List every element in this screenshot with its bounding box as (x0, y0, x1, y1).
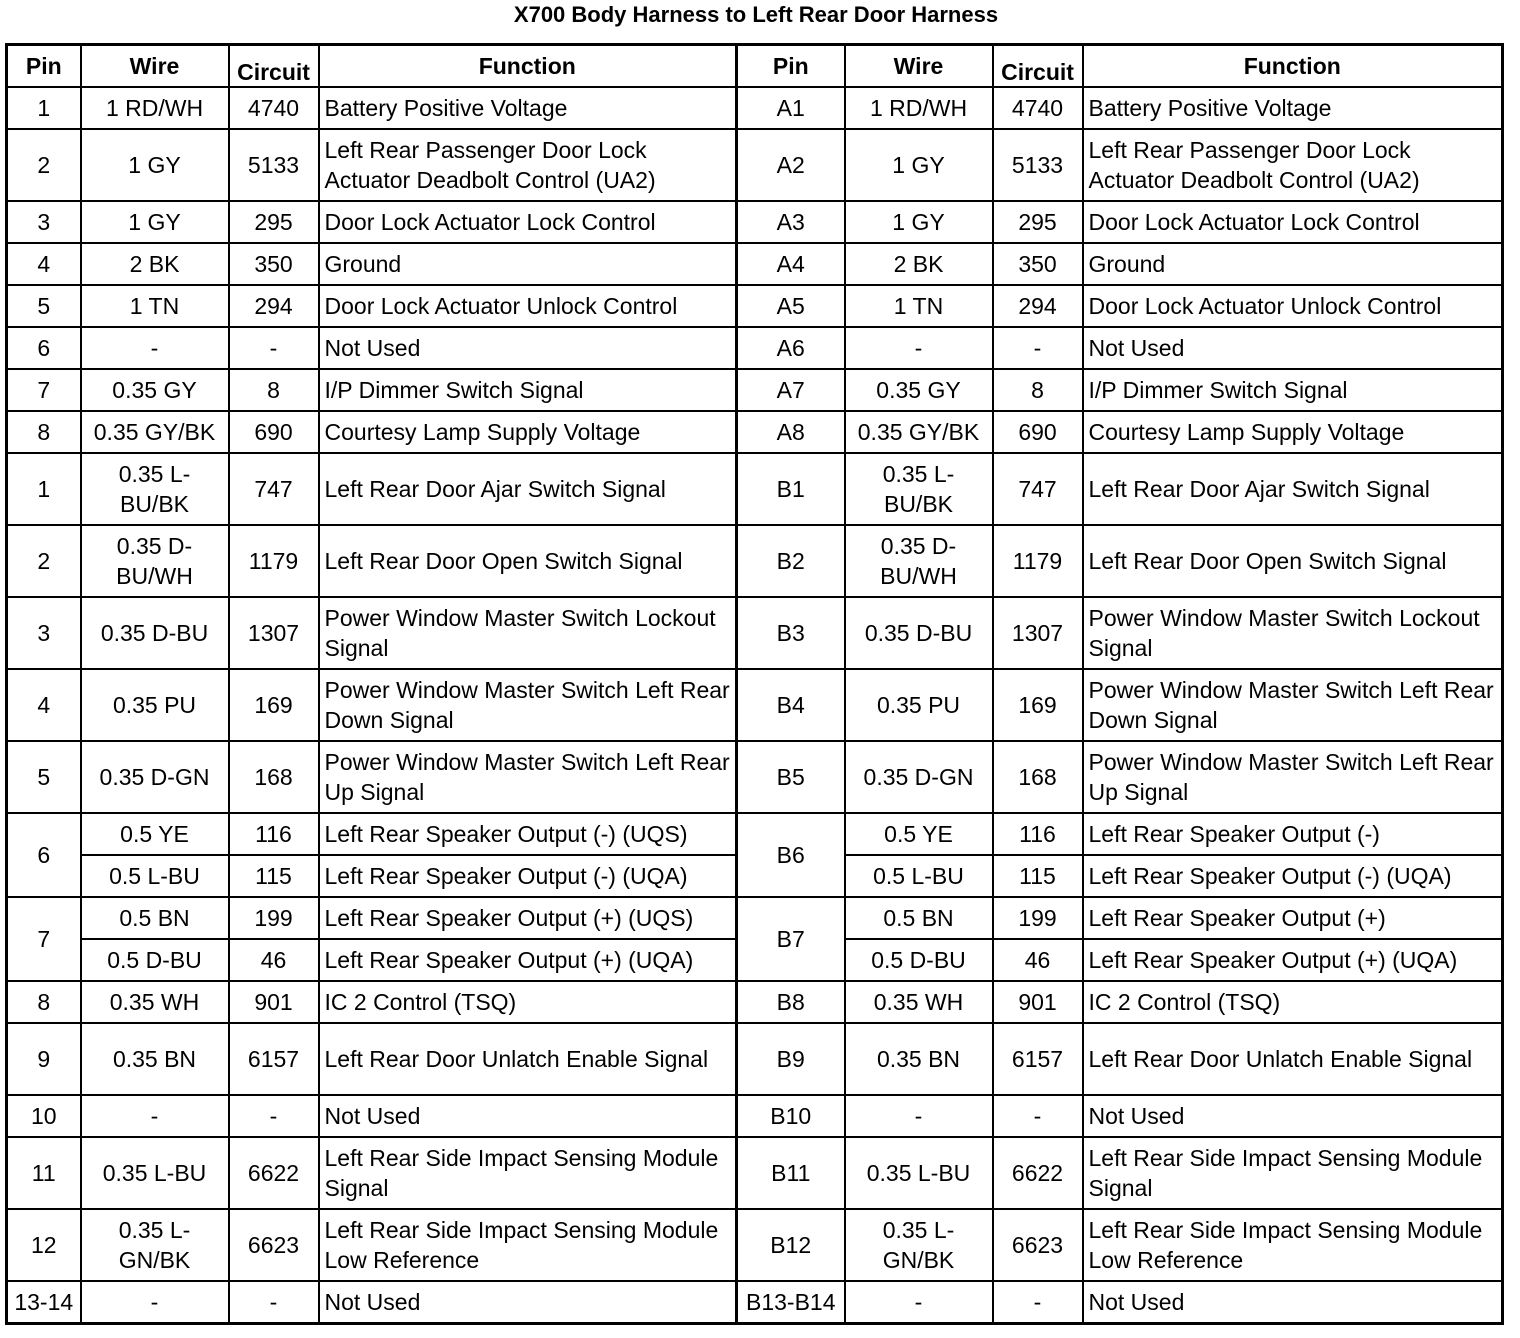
pin-cell: B3 (737, 597, 845, 669)
header-wire: Wire (81, 45, 229, 88)
function-cell: Left Rear Passenger Door Lock Actuator Deadbolt Control (UA2) (319, 129, 737, 201)
function-cell: Left Rear Door Ajar Switch Signal (1083, 453, 1503, 525)
circuit-cell: 901 (993, 981, 1083, 1023)
pin-cell: 3 (7, 597, 81, 669)
wire-cell: 1 GY (845, 201, 993, 243)
pin-cell: 2 (7, 525, 81, 597)
wire-cell: 0.35 D-BU (81, 597, 229, 669)
pin-cell: B8 (737, 981, 845, 1023)
pin-cell: 9 (7, 1023, 81, 1095)
function-cell: Not Used (319, 1095, 737, 1137)
circuit-cell: 168 (993, 741, 1083, 813)
function-cell: Not Used (319, 1281, 737, 1324)
function-cell: Left Rear Side Impact Sensing Module Low Reference (1083, 1209, 1503, 1281)
function-cell: IC 2 Control (TSQ) (319, 981, 737, 1023)
pin-cell: 13-14 (7, 1281, 81, 1324)
wire-cell: 0.35 D-GN (845, 741, 993, 813)
function-cell: Power Window Master Switch Left Rear Up Signal (319, 741, 737, 813)
function-cell: Ground (319, 243, 737, 285)
circuit-cell: 5133 (993, 129, 1083, 201)
circuit-cell: 690 (229, 411, 319, 453)
circuit-cell: 5133 (229, 129, 319, 201)
wire-cell: 0.35 WH (845, 981, 993, 1023)
function-cell: Left Rear Door Unlatch Enable Signal (319, 1023, 737, 1095)
header-pin: Pin (7, 45, 81, 88)
circuit-cell: 690 (993, 411, 1083, 453)
pin-cell: 1 (7, 87, 81, 129)
pin-cell: B13-B14 (737, 1281, 845, 1324)
function-cell: Door Lock Actuator Lock Control (319, 201, 737, 243)
function-cell: Power Window Master Switch Lockout Signal (319, 597, 737, 669)
function-cell: Power Window Master Switch Left Rear Up Signal (1083, 741, 1503, 813)
circuit-cell: 4740 (993, 87, 1083, 129)
circuit-cell: 1179 (229, 525, 319, 597)
circuit-cell: 169 (993, 669, 1083, 741)
circuit-cell: 46 (993, 939, 1083, 981)
wire-cell: 0.5 YE (81, 813, 229, 855)
table-row (7, 597, 1503, 669)
wire-cell: 0.35 L-BU (81, 1137, 229, 1209)
wire-cell: 0.35 GY (845, 369, 993, 411)
pin-cell: 7 (7, 897, 81, 981)
circuit-cell: 350 (993, 243, 1083, 285)
wire-cell: 1 GY (81, 129, 229, 201)
function-cell: Battery Positive Voltage (319, 87, 737, 129)
function-cell: Not Used (1083, 327, 1503, 369)
table-row (7, 1137, 1503, 1209)
pin-cell: 11 (7, 1137, 81, 1209)
circuit-cell: 169 (229, 669, 319, 741)
circuit-cell: 6157 (229, 1023, 319, 1095)
pin-cell: 8 (7, 981, 81, 1023)
table-row (7, 525, 1503, 597)
circuit-cell: 350 (229, 243, 319, 285)
table-row (7, 369, 1503, 411)
function-cell: Battery Positive Voltage (1083, 87, 1503, 129)
wire-cell: 0.5 L-BU (81, 855, 229, 897)
function-cell: Left Rear Speaker Output (+) (UQA) (1083, 939, 1503, 981)
table-row (7, 813, 1503, 855)
pin-cell: 12 (7, 1209, 81, 1281)
table-row (7, 327, 1503, 369)
function-cell: Ground (1083, 243, 1503, 285)
pin-cell: B6 (737, 813, 845, 897)
pin-cell: 6 (7, 813, 81, 897)
wire-cell: - (845, 1281, 993, 1324)
wire-cell: 0.5 BN (845, 897, 993, 939)
function-cell: Left Rear Door Ajar Switch Signal (319, 453, 737, 525)
pin-cell: B5 (737, 741, 845, 813)
function-cell: Left Rear Side Impact Sensing Module Signal (319, 1137, 737, 1209)
pin-cell: A2 (737, 129, 845, 201)
function-cell: Left Rear Speaker Output (+) (1083, 897, 1503, 939)
table-row (7, 201, 1503, 243)
circuit-cell: 6623 (993, 1209, 1083, 1281)
circuit-cell: - (993, 1095, 1083, 1137)
function-cell: Left Rear Passenger Door Lock Actuator Deadbolt Control (UA2) (1083, 129, 1503, 201)
circuit-cell: - (229, 1095, 319, 1137)
table-row (7, 453, 1503, 525)
pin-cell: 3 (7, 201, 81, 243)
circuit-cell: 115 (229, 855, 319, 897)
function-cell: Door Lock Actuator Unlock Control (319, 285, 737, 327)
circuit-cell: 8 (229, 369, 319, 411)
function-cell: Door Lock Actuator Lock Control (1083, 201, 1503, 243)
pin-cell: B1 (737, 453, 845, 525)
circuit-cell: 1179 (993, 525, 1083, 597)
wire-cell: 0.35 PU (81, 669, 229, 741)
table-row (7, 1023, 1503, 1095)
table-row (7, 285, 1503, 327)
wire-cell: 0.35 L-GN/BK (845, 1209, 993, 1281)
circuit-cell: 294 (993, 285, 1083, 327)
table-row (7, 1095, 1503, 1137)
pin-cell: A4 (737, 243, 845, 285)
wire-cell: 1 TN (81, 285, 229, 327)
pin-cell: 7 (7, 369, 81, 411)
function-cell: Power Window Master Switch Lockout Signal (1083, 597, 1503, 669)
wire-cell: 2 BK (845, 243, 993, 285)
function-cell: Power Window Master Switch Left Rear Down Signal (1083, 669, 1503, 741)
function-cell: Left Rear Speaker Output (-) (UQS) (319, 813, 737, 855)
circuit-cell: 8 (993, 369, 1083, 411)
wire-cell: 2 BK (81, 243, 229, 285)
header-function: Function (319, 45, 737, 88)
header-row (7, 45, 1503, 88)
header-circuit: Circuit (993, 45, 1083, 88)
pin-cell: 5 (7, 285, 81, 327)
wire-cell: 1 GY (845, 129, 993, 201)
function-cell: IC 2 Control (TSQ) (1083, 981, 1503, 1023)
circuit-cell: 46 (229, 939, 319, 981)
function-cell: Not Used (1083, 1095, 1503, 1137)
circuit-cell: 901 (229, 981, 319, 1023)
wire-cell: 0.5 L-BU (845, 855, 993, 897)
pin-cell: 4 (7, 669, 81, 741)
table-row (7, 981, 1503, 1023)
circuit-cell: 294 (229, 285, 319, 327)
table-row (7, 129, 1503, 201)
function-cell: Left Rear Door Open Switch Signal (1083, 525, 1503, 597)
circuit-cell: 199 (229, 897, 319, 939)
pin-cell: A3 (737, 201, 845, 243)
wire-cell: 0.35 L-BU/BK (845, 453, 993, 525)
wire-cell: 0.35 BN (81, 1023, 229, 1095)
circuit-cell: 4740 (229, 87, 319, 129)
circuit-cell: 115 (993, 855, 1083, 897)
table-row (7, 243, 1503, 285)
function-cell: I/P Dimmer Switch Signal (319, 369, 737, 411)
pin-cell: A8 (737, 411, 845, 453)
function-cell: Courtesy Lamp Supply Voltage (319, 411, 737, 453)
function-cell: Power Window Master Switch Left Rear Down Signal (319, 669, 737, 741)
function-cell: Not Used (319, 327, 737, 369)
function-cell: I/P Dimmer Switch Signal (1083, 369, 1503, 411)
pin-cell: 6 (7, 327, 81, 369)
circuit-cell: 6623 (229, 1209, 319, 1281)
wire-cell: 0.35 PU (845, 669, 993, 741)
wire-cell: 0.35 GY (81, 369, 229, 411)
circuit-cell: 116 (993, 813, 1083, 855)
pin-cell: A5 (737, 285, 845, 327)
function-cell: Left Rear Speaker Output (+) (UQA) (319, 939, 737, 981)
wire-cell: 0.35 GY/BK (845, 411, 993, 453)
pin-cell: B11 (737, 1137, 845, 1209)
table-row (7, 897, 1503, 939)
wire-cell: 0.35 D-BU (845, 597, 993, 669)
circuit-cell: 295 (229, 201, 319, 243)
pin-cell: 8 (7, 411, 81, 453)
circuit-cell: 6622 (993, 1137, 1083, 1209)
pin-cell: 4 (7, 243, 81, 285)
table-row (7, 411, 1503, 453)
pin-cell: A6 (737, 327, 845, 369)
pin-cell: 10 (7, 1095, 81, 1137)
circuit-cell: 168 (229, 741, 319, 813)
wire-cell: - (845, 1095, 993, 1137)
pin-cell: B9 (737, 1023, 845, 1095)
table-row (7, 741, 1503, 813)
wire-cell: 1 GY (81, 201, 229, 243)
function-cell: Left Rear Speaker Output (+) (UQS) (319, 897, 737, 939)
circuit-cell: 1307 (229, 597, 319, 669)
circuit-cell: 747 (229, 453, 319, 525)
table-row (7, 87, 1503, 129)
wire-cell: 1 TN (845, 285, 993, 327)
pin-cell: B2 (737, 525, 845, 597)
wire-cell: - (81, 1281, 229, 1324)
wire-cell: 0.5 BN (81, 897, 229, 939)
circuit-cell: - (993, 327, 1083, 369)
circuit-cell: - (229, 1281, 319, 1324)
wire-cell: 0.35 D-BU/WH (845, 525, 993, 597)
circuit-cell: - (993, 1281, 1083, 1324)
header-function: Function (1083, 45, 1503, 88)
header-circuit: Circuit (229, 45, 319, 88)
wire-cell: 0.35 BN (845, 1023, 993, 1095)
wire-cell: - (81, 1095, 229, 1137)
wire-cell: 0.35 L-BU (845, 1137, 993, 1209)
page-title: X700 Body Harness to Left Rear Door Harness (513, 2, 999, 27)
circuit-cell: 295 (993, 201, 1083, 243)
wire-cell: 1 RD/WH (845, 87, 993, 129)
table-row (7, 669, 1503, 741)
pin-cell: 2 (7, 129, 81, 201)
pin-cell: B4 (737, 669, 845, 741)
function-cell: Left Rear Speaker Output (-) (UQA) (319, 855, 737, 897)
function-cell: Left Rear Speaker Output (-) (UQA) (1083, 855, 1503, 897)
table-row (7, 1281, 1503, 1324)
pin-cell: A7 (737, 369, 845, 411)
pin-cell: B10 (737, 1095, 845, 1137)
function-cell: Left Rear Side Impact Sensing Module Signal (1083, 1137, 1503, 1209)
pin-cell: A1 (737, 87, 845, 129)
wire-cell: 0.5 D-BU (81, 939, 229, 981)
circuit-cell: - (229, 327, 319, 369)
pin-cell: 1 (7, 453, 81, 525)
wire-cell: 0.5 YE (845, 813, 993, 855)
wire-cell: - (81, 327, 229, 369)
circuit-cell: 6157 (993, 1023, 1083, 1095)
circuit-cell: 6622 (229, 1137, 319, 1209)
pinout-table (5, 43, 1504, 1325)
wire-cell: 0.35 D-GN (81, 741, 229, 813)
circuit-cell: 199 (993, 897, 1083, 939)
wire-cell: 1 RD/WH (81, 87, 229, 129)
pin-cell: B12 (737, 1209, 845, 1281)
pin-cell: 5 (7, 741, 81, 813)
circuit-cell: 747 (993, 453, 1083, 525)
header-wire: Wire (845, 45, 993, 88)
function-cell: Left Rear Door Open Switch Signal (319, 525, 737, 597)
function-cell: Left Rear Door Unlatch Enable Signal (1083, 1023, 1503, 1095)
function-cell: Left Rear Speaker Output (-) (1083, 813, 1503, 855)
wire-cell: 0.5 D-BU (845, 939, 993, 981)
function-cell: Left Rear Side Impact Sensing Module Low Reference (319, 1209, 737, 1281)
wire-cell: - (845, 327, 993, 369)
header-pin: Pin (737, 45, 845, 88)
wire-cell: 0.35 D-BU/WH (81, 525, 229, 597)
wire-cell: 0.35 GY/BK (81, 411, 229, 453)
circuit-cell: 116 (229, 813, 319, 855)
wire-cell: 0.35 L-BU/BK (81, 453, 229, 525)
function-cell: Courtesy Lamp Supply Voltage (1083, 411, 1503, 453)
wire-cell: 0.35 WH (81, 981, 229, 1023)
circuit-cell: 1307 (993, 597, 1083, 669)
function-cell: Not Used (1083, 1281, 1503, 1324)
table-row (7, 1209, 1503, 1281)
pin-cell: B7 (737, 897, 845, 981)
wire-cell: 0.35 L-GN/BK (81, 1209, 229, 1281)
function-cell: Door Lock Actuator Unlock Control (1083, 285, 1503, 327)
